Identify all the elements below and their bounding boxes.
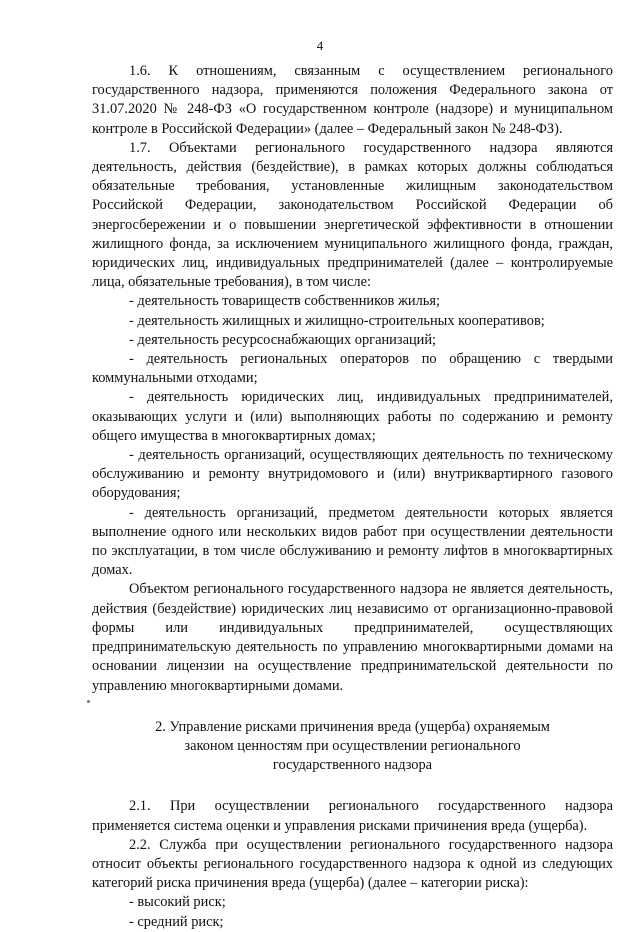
list-item: - деятельность организаций, предметом деятельности которых является выполнение одного или нескольких видов работ при осуществлении деятельности по эксплуатации, в том числе обслуживанию и ремонту лифтов в многоквартирных домах. bbox=[92, 504, 613, 579]
paragraph-2-2: 2.2. Служба при осуществлении регионального государственного надзора относит объекты регионального государственного надзора к одной из следующих категорий риска причинения вреда (ущерба) (далее – категории риска): bbox=[92, 836, 613, 892]
list-item: - высокий риск; bbox=[129, 894, 226, 911]
paragraph-1-7: 1.7. Объектами регионального государственного надзора являются деятельность, действия (бездействие), в рамках которых должны соблюдаться обязательные требования, установленные жилищным законодательством Российской Федерации, законодательством Российской Федерации об энергосбережении и о повышении энергетической эффективности в отношении жилищного фонда, за исключением муниципального жилищного фонда, граждан, юридических лиц, индивидуальных предпринимателей (далее – контролируемые лица, обязательные требования), в том числе: bbox=[92, 139, 613, 291]
heading-line: законом ценностям при осуществлении регионального bbox=[184, 737, 521, 754]
list-item: - средний риск; bbox=[129, 913, 224, 930]
heading-line: государственного надзора bbox=[272, 757, 433, 774]
list-item: - деятельность юридических лиц, индивидуальных предпринимателей, оказывающих услуги и (или) выполняющих работы по содержанию и ремонту общего имущества в многоквартирных домах; bbox=[92, 389, 613, 444]
list-item: - деятельность организаций, осуществляющих деятельность по техническому обслуживанию и ремонту внутридомового и (или) внутриквартирного газового оборудования; bbox=[92, 447, 613, 502]
scan-dot bbox=[87, 700, 90, 703]
list-item: - деятельность товариществ собственников жилья; bbox=[129, 293, 440, 310]
paragraph-2-1: 2.1. При осуществлении регионального государственного надзора применяется система оценки и управления рисками причинения вреда (ущерба). bbox=[92, 798, 613, 834]
list-item: - деятельность ресурсоснабжающих организаций; bbox=[129, 331, 437, 348]
heading-line: 2. Управление рисками причинения вреда (ущерба) охраняемым bbox=[155, 718, 550, 735]
paragraph-1-6: 1.6. К отношениям, связанным с осуществлением регионального государственного надзора, применяются положения Федерального закона от 31.07.2020 № 248-ФЗ «О государственном контроле (надзоре) и муниципальном контроле в Российской Федерации» (далее – Федеральный закон № 248-ФЗ). bbox=[92, 63, 613, 137]
paragraph-object-exclusion: Объектом регионального государственного надзора не является деятельность, действия (бездействие) юридических лиц независимо от организационно-правовой формы или индивидуальных предпринимателей, осуществляющих предпринимательскую деятельность по управлению многоквартирными домами на основании лицензии на осуществление предпринимательской деятельности по управлению многоквартирными домами. bbox=[92, 581, 613, 694]
section-heading-2 bbox=[92, 718, 613, 776]
list-item: - деятельность жилищных и жилищно-строительных кооперативов; bbox=[129, 312, 545, 329]
list-item: - деятельность региональных операторов по обращению с твердыми коммунальными отходами; bbox=[92, 351, 613, 387]
page-number: 4 bbox=[316, 38, 324, 53]
document-body bbox=[92, 62, 613, 932]
